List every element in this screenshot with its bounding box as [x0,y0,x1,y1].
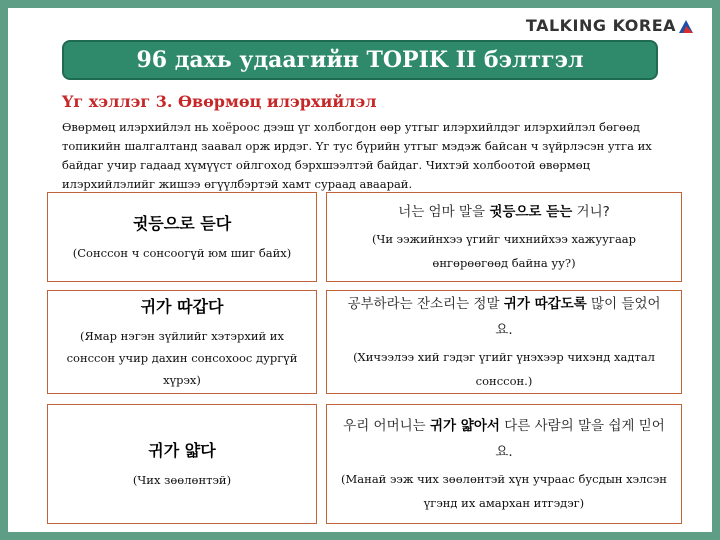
example-sentence [327,413,681,465]
example-translation: (Манай ээж чих зөөлөнтэй хүн учраас бусдын хэлсэн үгэнд их амархан итгэдэг) [341,472,667,510]
expression-term: 귀가 얇다 [148,440,216,460]
example-translation: (Чи ээжийнхээ үгийг чихнийхээ хажуугаар өнгөрөөгөөд байна уу?) [371,232,637,270]
expression-term: 귓등으로 듣다 [132,213,232,233]
brand-name: TALKING KOREA [525,16,676,35]
example-sentence [327,291,681,343]
sentence-part: 우리 어머니는 [343,418,430,434]
example-sentence [386,199,622,225]
sentence-highlight: 귓등으로 듣는 [489,204,573,220]
example-translation: (Хичээлээ хий гэдэг үгийг үнэхээр чихэнд хадтал сонссон.) [353,350,655,388]
sentence-part: 다른 사람의 말을 쉽게 믿어요. [495,418,665,460]
expression-gloss: (Сонссон ч сонсоогүй юм шиг байх) [72,245,292,260]
intro-paragraph: Өвөрмөц илэрхийлэл нь хоёроос дээш үг холбогдон өөр утгыг илэрхийлдэг илэрхийлэл бөгөөд топикийн шалгалтанд заавал орж ирдэг. Үг тус бүрийн утгыг мэдэж байсан ч зүйрлэсэн утга их байдаг учир гадаад хүмүүст ойлгоход бэрхшээлтэй байдаг. Чихтэй холбоотой өвөрмөц илэрхийлэлийг жишээ өгүүлбэртэй хамт сураад аваарай. [62,120,652,191]
page-title-text: 96 дахь удаагийн TOPIK II бэлтгэл [136,47,584,73]
expression-gloss: (Ямар нэгэн зүйлийг хэтэрхий их сонссон учир дахин сонсохоос дургүй хүрэх) [66,328,298,387]
expression-gloss: (Чих зөөлөнтэй) [132,472,232,487]
expression-card-3 [47,404,317,524]
page-title [62,40,658,80]
example-card-1 [326,192,682,282]
expression-card-2 [47,290,317,394]
brand-logo [526,16,694,35]
example-card-3 [326,404,682,524]
expression-term: 귀가 따갑다 [140,296,224,316]
sentence-part: 너는 엄마 말을 [398,204,490,220]
korea-flag-mark-icon [678,18,694,34]
sentence-part: 거니? [572,204,610,220]
expression-card-1 [47,192,317,282]
example-card-2 [326,290,682,394]
sentence-highlight: 귀가 따갑도록 [503,296,587,312]
sentence-part: 공부하라는 잔소리는 정말 [347,296,504,312]
sentence-highlight: 귀가 얇아서 [430,418,500,434]
slide [8,8,712,532]
section-heading: Үг хэллэг 3. Өвөрмөц илэрхийлэл [62,92,377,111]
sentence-part: 많이 들었어요. [495,296,661,338]
